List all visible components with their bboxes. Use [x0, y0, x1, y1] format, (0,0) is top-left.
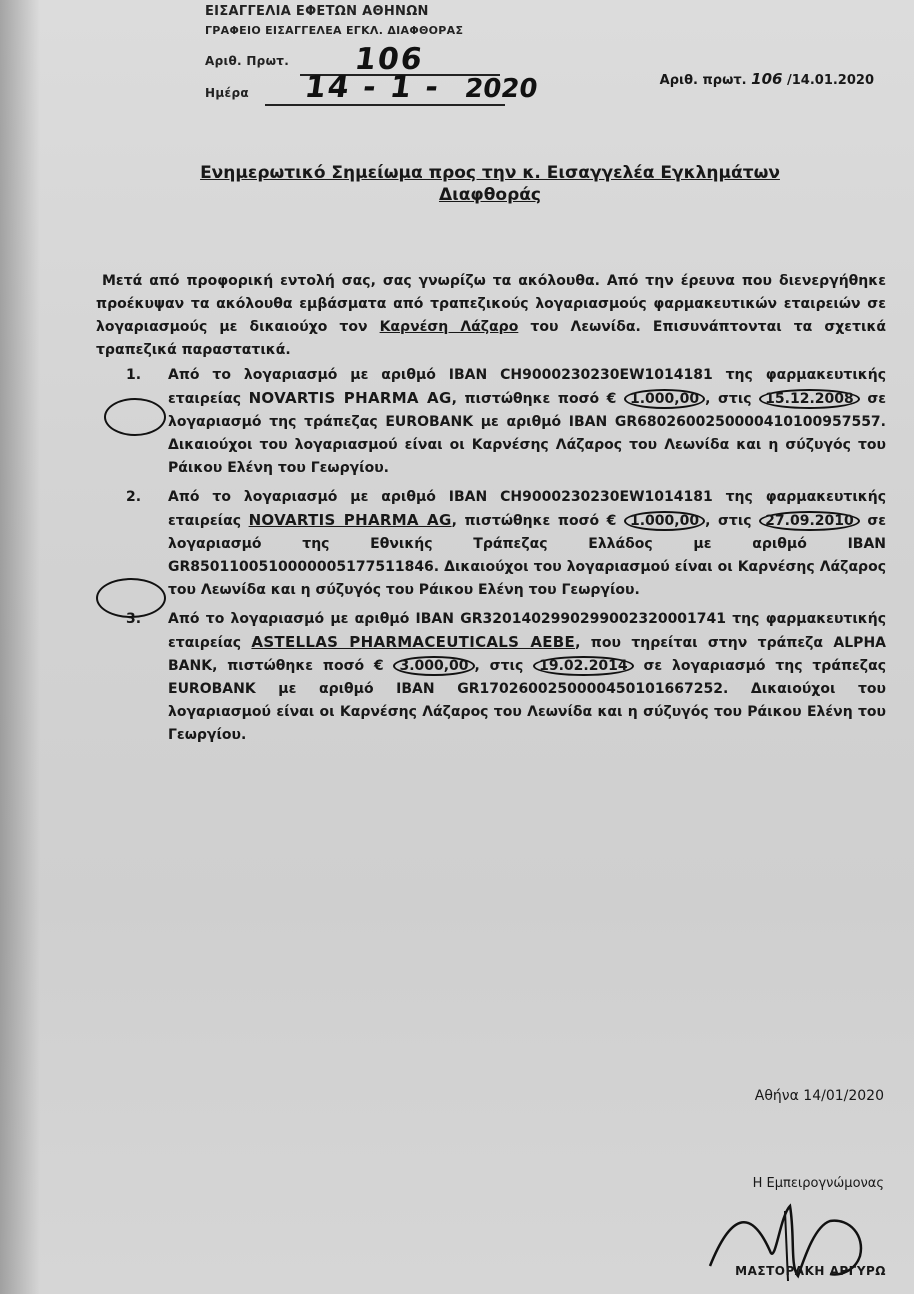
- item-text: , πιστώθηκε ποσό €: [451, 391, 617, 407]
- intro-paragraph: [96, 270, 886, 362]
- stamp-date-label: Ημέρα: [205, 86, 249, 100]
- item-text: Από το λογαριασμό με αριθμό IBAN GR3201402990299002320001741 της φαρμακευτικής εταιρείας: [168, 611, 886, 651]
- list-item: [96, 486, 886, 602]
- item-text: σε λογαριασμό της τράπεζας EUROBANK με αριθμό IBAN GR1702600250000450101667252. Δικαιούχοι του λογαριασμού είναι οι Καρνέσης Λάζαρος του Λεωνίδα και η σύζυγός του Ράικου Ελένη του Γεωργίου.: [168, 658, 886, 743]
- stamp-handwritten-number: 106: [352, 42, 427, 77]
- place-date: Αθήνα 14/01/2020: [754, 1088, 884, 1104]
- item-text: , που τηρείται στην τράπεζα ALPHA BANK, πιστώθηκε ποσό €: [168, 635, 886, 674]
- item-text: , στις: [705, 391, 752, 407]
- signatory-name: ΜΑΣΤΟΡΑΚΗ ΑΡΓΥΡΩ: [735, 1264, 886, 1278]
- item-amount: 3.000,00: [393, 656, 474, 676]
- item-date: 19.02.2014: [533, 656, 634, 676]
- item-date: 15.12.2008: [759, 389, 860, 409]
- item-text: , στις: [474, 658, 524, 674]
- stamp-handwritten-year: 2020: [462, 74, 540, 104]
- reference-number: [660, 70, 874, 88]
- item-company: ASTELLAS PHARMACEUTICALS AEBE: [251, 633, 576, 651]
- item-number: 2.: [126, 489, 142, 505]
- stamp-line-2: ΓΡΑΦΕΙΟ ΕΙΣΑΓΓΕΛΕΑ ΕΓΚΛ. ΔΙΑΦΘΟΡΑΣ: [205, 24, 464, 37]
- item-2-circle-mark: [96, 578, 166, 618]
- item-text: Από το λογαριασμό με αριθμό IBAN CH9000230230EW1014181 της φαρμακευτικής εταιρείας: [168, 367, 886, 407]
- item-text: , πιστώθηκε ποσό €: [451, 513, 617, 529]
- title-line-2: Διαφθοράς: [438, 185, 542, 205]
- scan-shadow: [0, 0, 40, 1294]
- signatory-role: Η Εμπειρογνώμονας: [752, 1176, 884, 1191]
- reference-prefix: Αριθ. πρωτ.: [659, 73, 747, 88]
- item-number: 1.: [126, 367, 142, 383]
- title-line-1: Ενημερωτικό Σημείωμα προς την κ. Εισαγγελέα Εγκλημάτων: [200, 163, 780, 183]
- item-date: 27.09.2010: [759, 511, 860, 531]
- stamp-number-label: Αριθ. Πρωτ.: [205, 54, 290, 68]
- stamp-line-1: ΕΙΣΑΓΓΕΛΙΑ ΕΦΕΤΩΝ ΑΘΗΝΩΝ: [205, 4, 429, 19]
- item-number: 3.: [126, 611, 142, 627]
- item-amount: 1.000,00: [624, 389, 705, 409]
- intro-beneficiary-name: Καρνέση Λάζαρο: [379, 319, 519, 335]
- item-text: , στις: [705, 513, 752, 529]
- item-text: σε λογαριασμό της τράπεζας EUROBANK με αριθμό IBAN GR6802600250000410100957557. Δικαιούχοι του λογαριασμού είναι οι Καρνέσης Λάζαρος του Λεωνίδα και η σύζυγός του Ράικου Ελένη του Γεωργίου.: [168, 391, 887, 476]
- item-text: σε λογαριασμό της Εθνικής Τράπεζας Ελλάδος με αριθμό IBAN GR8501100510000005177511846. Δικαιούχοι του λογαριασμού είναι οι Καρνέσης Λάζαρος του Λεωνίδα και η σύζυγός του Ράικου Ελένη του Γεωργίου.: [168, 513, 887, 598]
- item-text: Από το λογαριασμό με αριθμό IBAN CH9000230230EW1014181 της φαρμακευτικής εταιρείας: [168, 489, 886, 529]
- item-amount: 1.000,00: [624, 511, 705, 531]
- list-item: [96, 364, 886, 480]
- list-item: [96, 608, 886, 747]
- intro-part-2: του Λεωνίδα. Επισυνάπτονται τα σχετικά τραπεζικά παραστατικά.: [96, 319, 887, 358]
- item-1-circle-mark: [104, 398, 166, 436]
- document-title: [100, 162, 880, 206]
- reference-date: /14.01.2020: [787, 73, 874, 88]
- protocol-stamp: [205, 2, 540, 117]
- item-company: NOVARTIS PHARMA AG: [248, 511, 452, 529]
- document-body: [96, 270, 886, 747]
- intro-part-1: Μετά από προφορική εντολή σας, σας γνωρίζω τα ακόλουθα. Από την έρευνα που διενεργήθηκε προέκυψαν τα ακόλουθα εμβάσματα από τραπεζικούς λογαριασμούς φαρμακευτικών εταιρειών σε λογαριασμούς με δικαιούχο τον: [96, 273, 886, 335]
- reference-handwritten-number: 106: [751, 70, 783, 88]
- stamp-handwritten-date: 14 - 1 -: [302, 70, 443, 105]
- item-company: NOVARTIS PHARMA AG: [248, 389, 452, 407]
